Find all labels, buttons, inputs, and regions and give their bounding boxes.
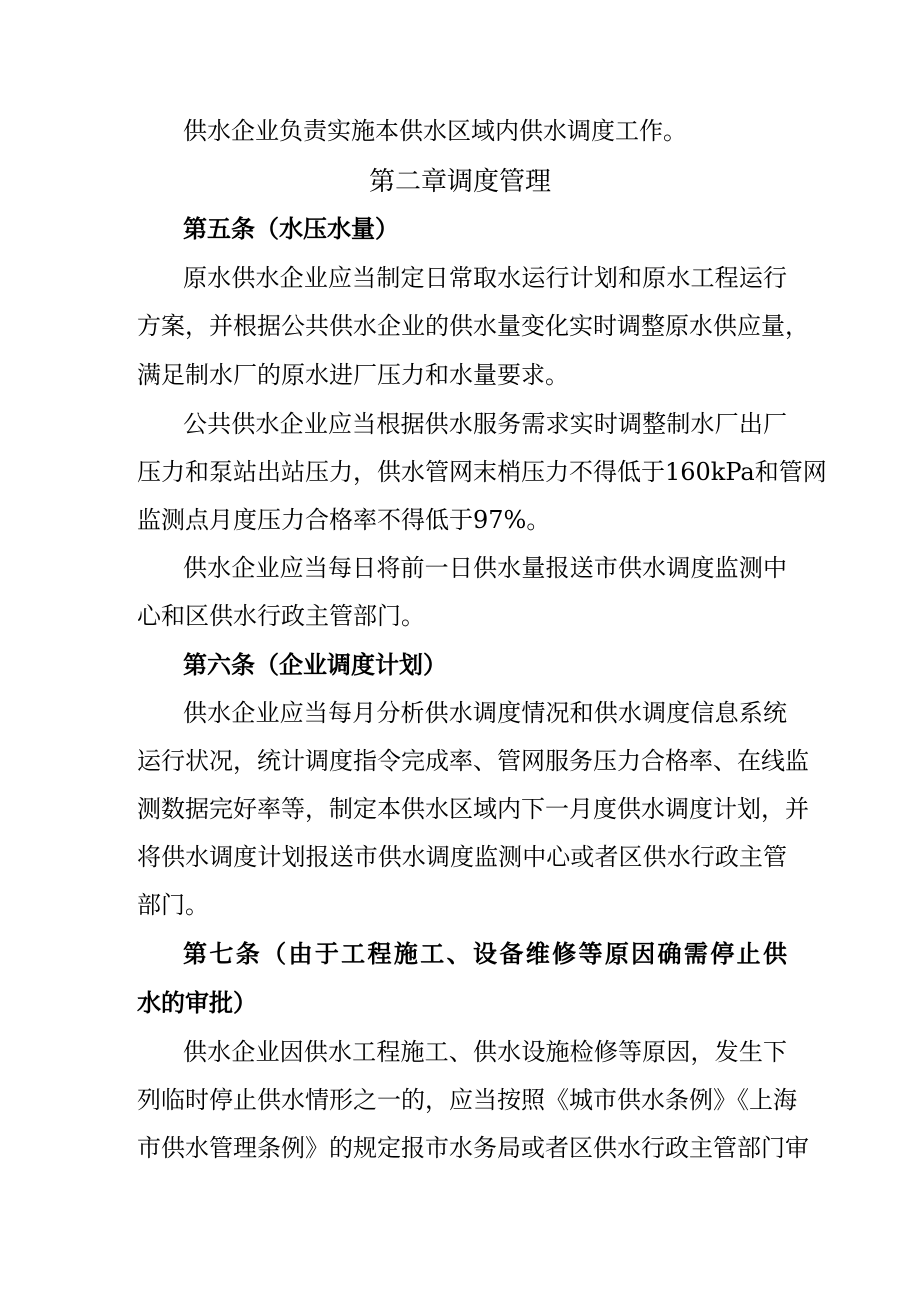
text-line: 供水企业应当每日将前一日供水量报送市供水调度监测中 (183, 554, 787, 582)
text-line: 满足制水厂的原水进厂压力和水量要求。 (137, 361, 569, 389)
text-line: 压力和泵站出站压力，供水管网末梢压力不得低于160kPa和管网 (137, 458, 827, 486)
text-line: 供水企业负责实施本供水区域内供水调度工作。 (183, 117, 687, 145)
text-line: 监测点月度压力合格率不得低于97%。 (137, 506, 551, 534)
text-line: 运行状况，统计调度指令完成率、管网服务压力合格率、在线监 (137, 747, 809, 775)
text-line: 部门。 (137, 891, 209, 919)
text-line: 供水企业应当每月分析供水调度情况和供水调度信息系统 (183, 699, 787, 727)
text-line: 原水供水企业应当制定日常取水运行计划和原水工程运行 (183, 264, 787, 292)
article-7-title: 第七条（由于工程施工、设备维修等原因确需停止供 (183, 940, 787, 968)
text-line: 将供水调度计划报送市供水调度监测中心或者区供水行政主管 (137, 843, 787, 871)
text-line: 供水企业因供水工程施工、供水设施检修等原因，发生下 (183, 1038, 787, 1066)
article-6-title: 第六条（企业调度计划） (183, 651, 447, 679)
text-line: 列临时停止供水情形之一的，应当按照《城市供水条例》《上海 (137, 1086, 797, 1114)
text-line: 心和区供水行政主管部门。 (137, 602, 425, 630)
text-line: 市供水管理条例》的规定报市水务局或者区供水行政主管部门审 (137, 1134, 809, 1162)
text-line: 测数据完好率等，制定本供水区域内下一月度供水调度计划，并 (137, 795, 809, 823)
article-5-title: 第五条（水压水量） (183, 215, 399, 243)
text-line: 方案，并根据公共供水企业的供水量变化实时调整原水供应量， (137, 312, 809, 340)
article-7-title-cont: 水的审批） (137, 989, 257, 1017)
text-line: 公共供水企业应当根据供水服务需求实时调整制水厂出厂 (183, 410, 787, 438)
chapter-title: 第二章调度管理 (368, 167, 551, 197)
